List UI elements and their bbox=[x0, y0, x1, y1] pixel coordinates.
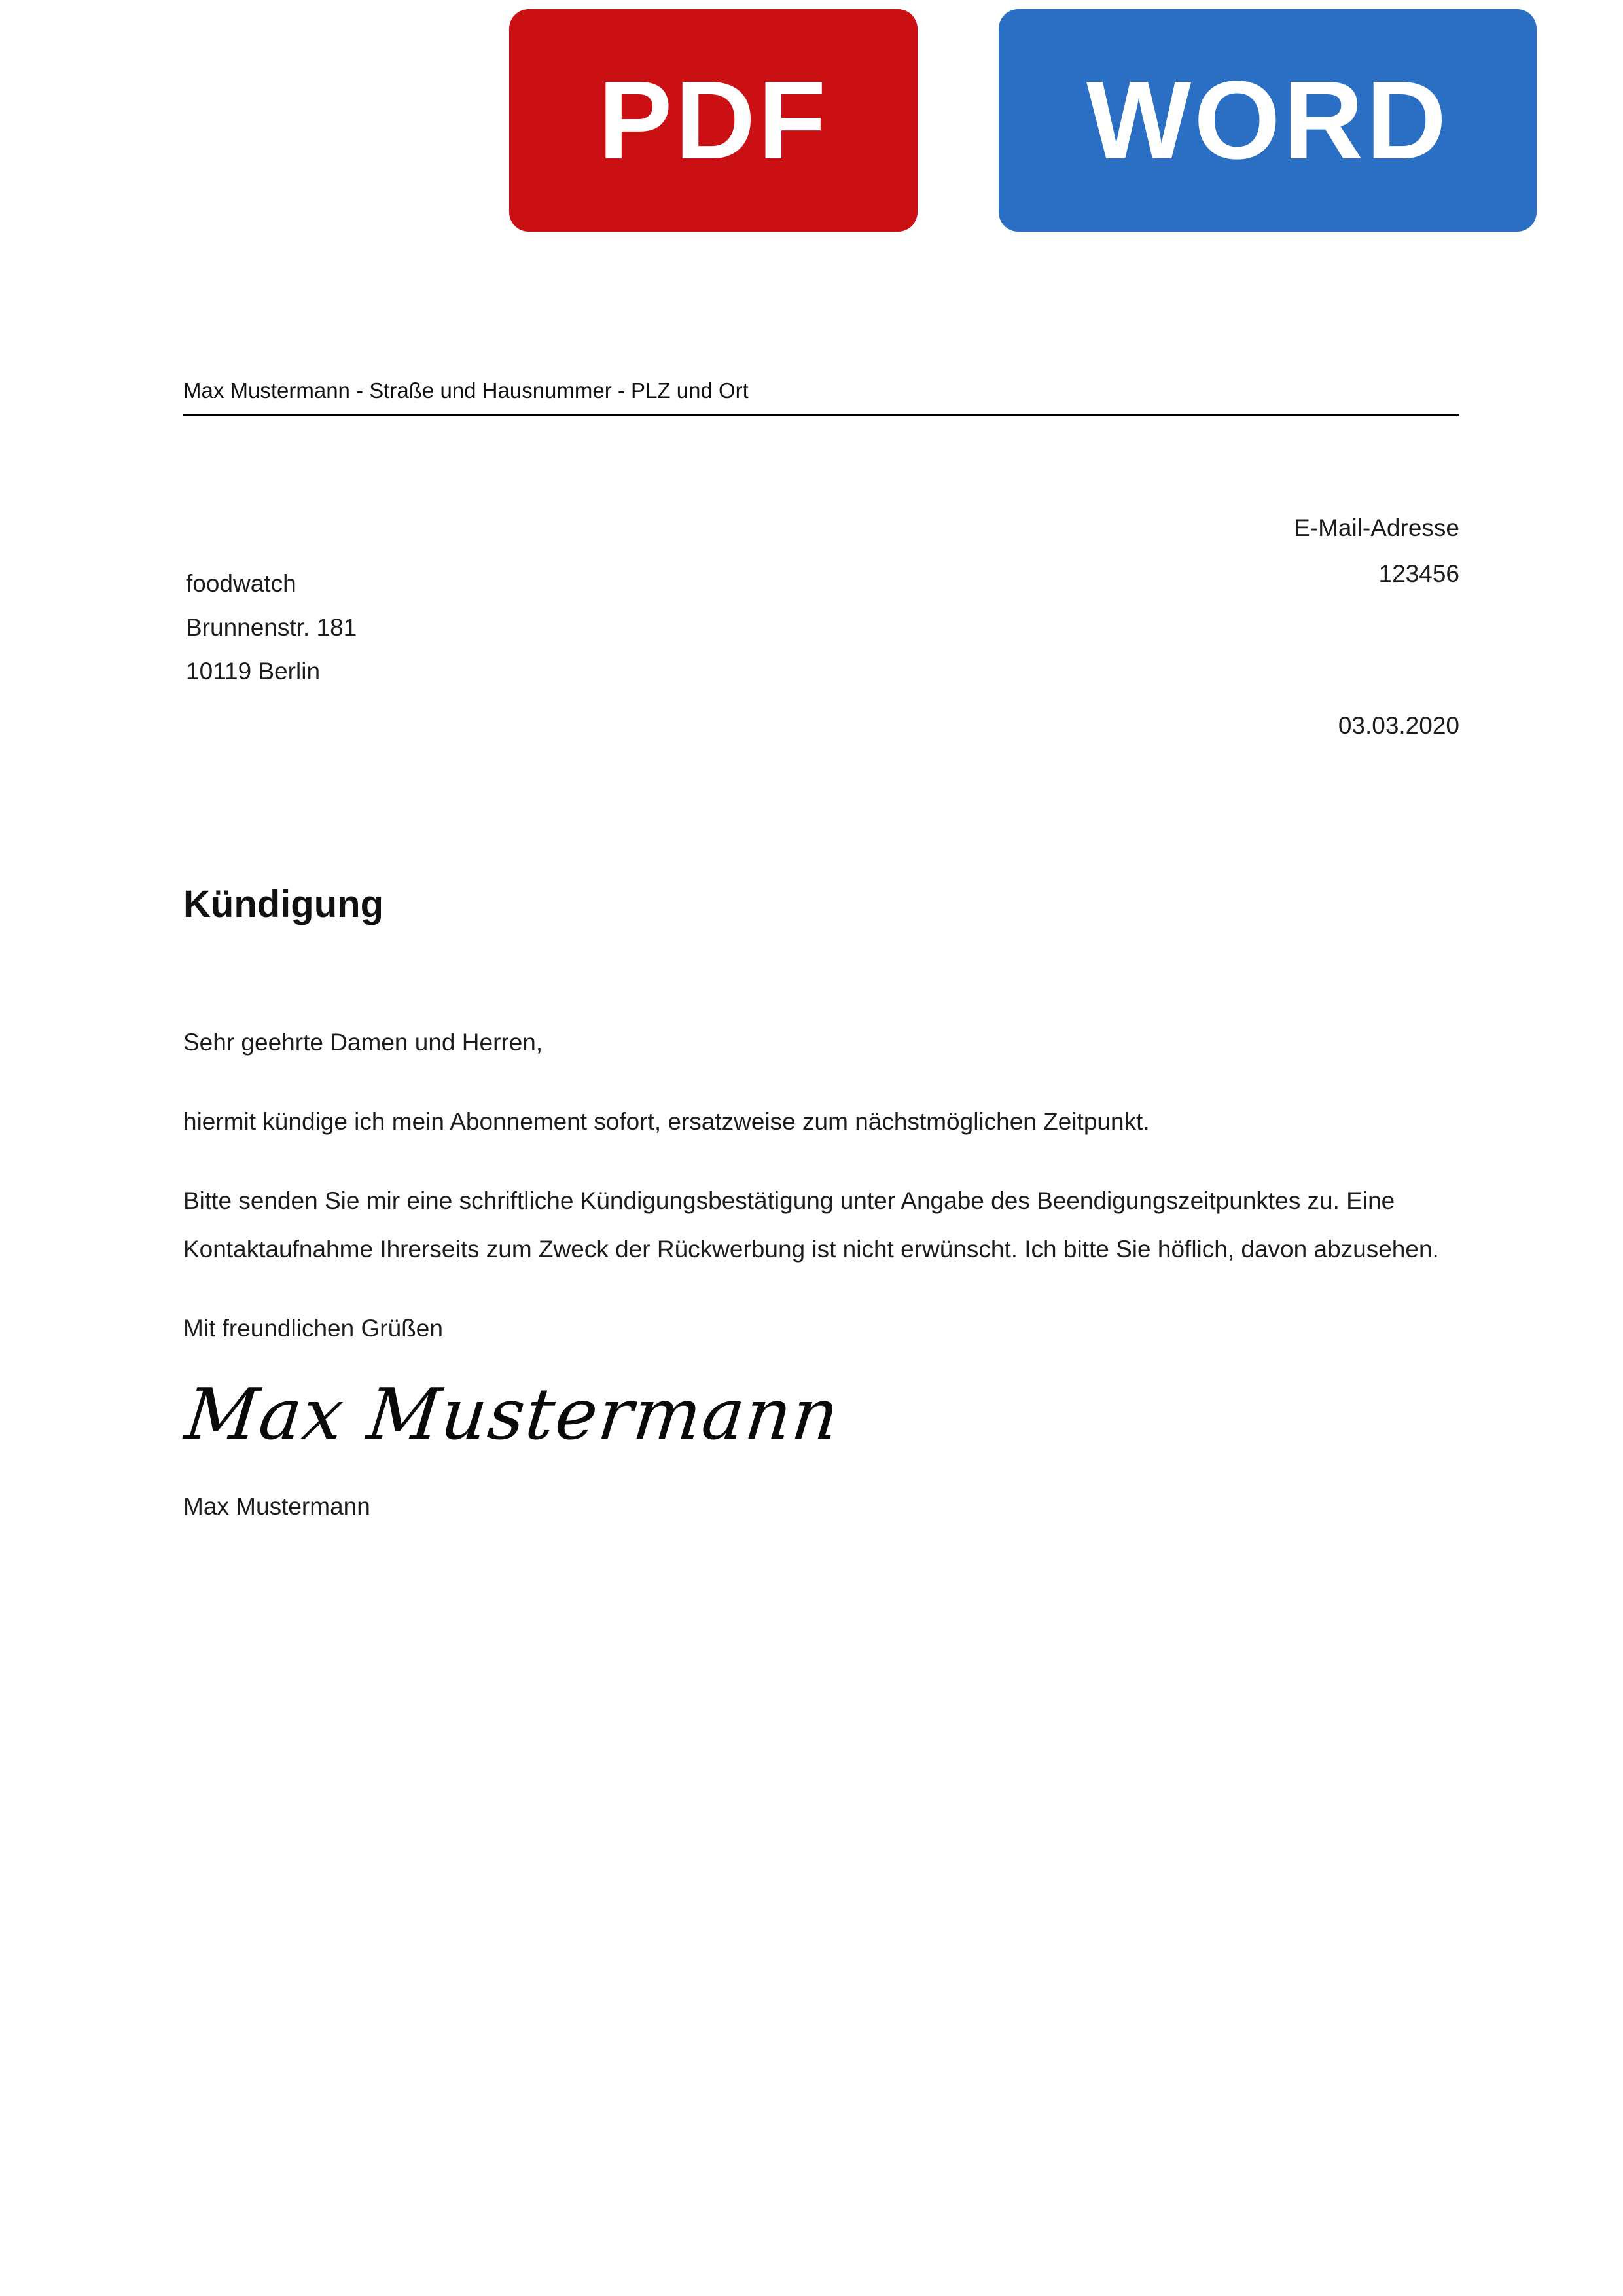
signature-printed-name: Max Mustermann bbox=[183, 1493, 370, 1520]
recipient-name: foodwatch bbox=[186, 570, 296, 597]
recipient-address-block bbox=[186, 562, 357, 693]
paragraph-1: hiermit kündige ich mein Abonnement sofort, ersatzweise zum nächstmöglichen Zeitpunkt. bbox=[183, 1108, 1150, 1135]
sender-contact-block bbox=[1294, 505, 1459, 597]
paragraph-2: Bitte senden Sie mir eine schriftliche Kündigungsbestätigung unter Angabe des Beendigungszeitpunktes zu. Eine Kontaktaufnahme Ihrerseits zum Zweck der Rückwerbung ist nicht erwünscht. Ich bitte Sie höflich, davon abzusehen. bbox=[183, 1187, 1439, 1263]
word-download-button[interactable]: WORD bbox=[999, 9, 1537, 232]
handwritten-signature: Max Mustermann bbox=[181, 1374, 844, 1456]
letter-date: 03.03.2020 bbox=[1338, 712, 1459, 739]
closing-line: Mit freundlichen Grüßen bbox=[183, 1315, 443, 1342]
sender-address-line: Max Mustermann - Straße und Hausnummer - PLZ und Ort bbox=[183, 378, 1459, 416]
email-label: E-Mail-Adresse bbox=[1294, 514, 1459, 541]
letter-subject: Kündigung bbox=[183, 883, 384, 925]
pdf-download-button[interactable]: PDF bbox=[509, 9, 918, 232]
salutation: Sehr geehrte Damen und Herren, bbox=[183, 1029, 543, 1056]
customer-number: 123456 bbox=[1378, 560, 1459, 587]
recipient-city: 10119 Berlin bbox=[186, 658, 321, 685]
letter-body bbox=[183, 1018, 1458, 1531]
recipient-street: Brunnenstr. 181 bbox=[186, 614, 357, 641]
